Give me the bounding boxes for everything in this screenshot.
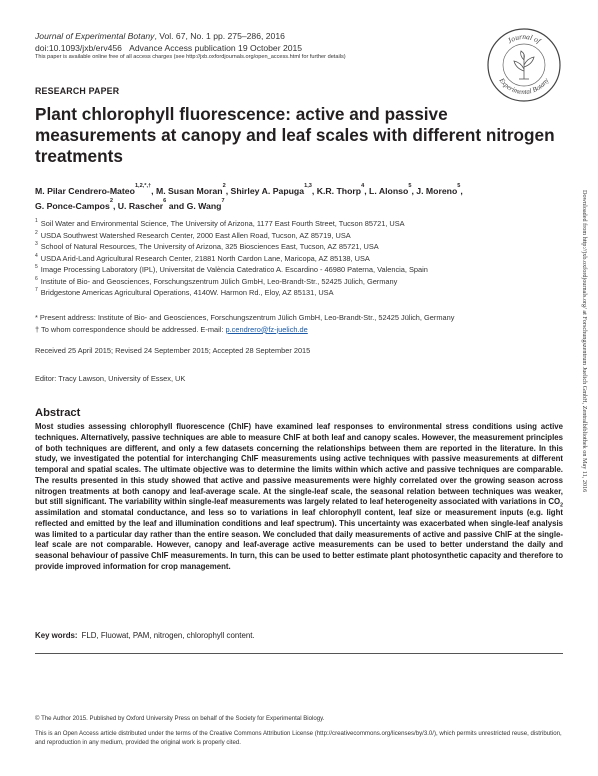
affiliation: $^5$ Image Processing Laboratory (IPL), Universitat de València Catedratico A. Escardino - 46980 Paterna, Valencia, Spain	[35, 264, 428, 274]
author[interactable]: L. Alonso$^5$	[369, 183, 412, 196]
doi[interactable]: doi:10.1093/jxb/erv456	[35, 43, 122, 53]
affiliation: $^6$ Institute of Bio- and Geosciences, Forschungszentrum Jülich GmbH, Leo-Brandt-Str., 52425 Jülich, Germany	[35, 275, 398, 286]
journal-volume-pages: , Vol. 67, No. 1 pp. 275–286, 2016	[154, 31, 285, 41]
correspondence-email-link[interactable]: p.cendrero@fz-juelich.de	[225, 324, 308, 334]
author[interactable]: Shirley A. Papuga$^{1,3}$	[230, 183, 312, 196]
affiliation: $^3$ School of Natural Resources, The University of Arizona, 325 Biosciences East, Tucson, AZ 85721, USA	[35, 241, 379, 251]
author[interactable]: J. Moreno$^5$	[416, 183, 461, 196]
author-list: M. Pilar Cendrero-Mateo$^{1,2,*,\dagger}$, M. Susan Moran$^2$, Shirley A. Papuga$^{1,3}$, K.R. Thorp$^4$, L. Alonso$^5$, J. Moreno$^5$, G. Ponce-Campos$^2$, U. Rascher$^6$ and G. Wang$^7$	[35, 183, 463, 211]
plant-icon	[514, 51, 534, 79]
keywords-label: Key words:	[35, 631, 78, 640]
article-title: Plant chlorophyll fluorescence: active and passive measurements at canopy and leaf scales with different nitrogen treatments	[35, 104, 555, 166]
seal-text-top: Journal of	[505, 31, 543, 46]
license-text: This is an Open Access article distributed under the terms of the Creative Commons Attribution License (http://creativecommons.org/licenses/by/3.0/), which permits unrestricted reuse, distribution, and reproduction in any medium, provided the original work is properly cited.	[35, 730, 562, 746]
author[interactable]: M. Susan Moran$^2$	[155, 183, 226, 196]
keywords	[35, 631, 563, 640]
author[interactable]: G. Wang$^7$	[186, 198, 225, 211]
affiliation: $^1$ Soil Water and Environmental Science, The University of Arizona, 1177 East Fourth Street, Tucson 85721, USA	[35, 218, 405, 228]
journal-seal-logo	[486, 27, 562, 103]
copyright-line: © The Author 2015. Published by Oxford University Press on behalf of the Society for Experimental Biology.	[35, 715, 325, 722]
author[interactable]: K.R. Thorp$^4$	[316, 183, 365, 196]
author[interactable]: G. Ponce-Campos$^2$	[35, 198, 113, 211]
journal-name: Journal of Experimental Botany	[35, 31, 155, 41]
affiliation: $^4$ USDA Arid-Land Agricultural Research Center, 21881 North Cardon Lane, Maricopa, AZ 85138, USA	[35, 252, 370, 263]
divider	[35, 653, 563, 654]
article-category: RESEARCH PAPER	[35, 86, 120, 96]
author-notes	[35, 312, 565, 335]
download-notice[interactable]: Downloaded from http://jxb.oxfordjournals.org/ at Forschungszentrum Juelich GmbH, Zentralbibliothek on May 11, 2016	[581, 190, 588, 493]
editor-line: Editor: Tracy Lawson, University of Essex, UK	[35, 374, 186, 383]
abstract-body: Most studies assessing chlorophyll fluorescence (ChlF) have examined leaf responses to environmental stress conditions using active techniques. Alternatively, passive techniques are able to measure ChlF at both leaf and canopy scales. However, the measurement principles of both techniques are different, and only a few datasets concerning the relationships between them are reported in the literature. In this study, we investigated the potential for interchanging ChlF measurements using active techniques with passive measurements at different temporal and spatial scales. The ultimate objective was to determine the limits within which active and passive techniques are comparable. The results presented in this study showed that active and passive measurements were highly correlated over the growing season across nitrogen treatments at both canopy and leaf-average scale. At the single-leaf scale, the seasonal relation between techniques was weaker, but still significant. The variability within single-leaf measurements was largely related to leaf heterogeneity associated with variations in $CO_2$ assimilation and stomatal conductance, and less so to variations in leaf chlorophyll content, leaf size or measurement inputs (e.g. light reflected and emitted by the leaf and illumination conditions and leaf spectrum). This uncertainty was exacerbated when single-leaf analysis was limited to a particular day rather than the entire season. We concluded that daily measurements of active and passive ChlF at the single-leaf scale are not comparable. However, canopy and leaf-average active measurements can be used to better understand the daily and seasonal behaviour of passive ChlF measurements. In turn, this can be used to better estimate plant photosynthetic capacity and therefore to provide improved information for crop management.	[35, 422, 563, 571]
author[interactable]: U. Rascher$^6$	[117, 198, 167, 211]
affiliation-list	[35, 218, 565, 299]
history-dates: Received 25 April 2015; Revised 24 September 2015; Accepted 28 September 2015	[35, 346, 311, 355]
author[interactable]: M. Pilar Cendrero-Mateo$^{1,2,*,\dagger}$	[35, 183, 152, 196]
advance-access: Advance Access publication 19 October 2015	[129, 43, 303, 53]
journal-citation-line	[35, 30, 465, 42]
affiliation: $^2$ USDA Southwest Watershed Research Center, 2000 East Allen Road, Tucson, AZ 85719, USA	[35, 229, 351, 240]
affiliation: $^7$ Bridgestone Americas Agricultural Operations, 4140W. Harmon Rd., Eloy, AZ 85131, USA	[35, 287, 334, 297]
keywords-value: FLD, Fluowat, PAM, nitrogen, chlorophyll content.	[81, 631, 255, 640]
download-sidebar	[579, 190, 589, 590]
open-access-note: This paper is available online free of all access charges (see http://jxb.oxfordjournals.org/open_access.html for further details)	[35, 54, 346, 60]
doi-line	[35, 42, 465, 54]
present-address-note: * Present address: Institute of Bio- and Geosciences, Forschungszentrum Jülich GmbH, Leo-Brandt-Str., 52425 Jülich, Germany	[35, 313, 455, 322]
journal-header	[35, 30, 465, 54]
correspondence-note: † To whom correspondence should be addressed. E-mail: p.cendrero@fz-juelich.de	[35, 324, 308, 334]
abstract-heading: Abstract	[35, 407, 81, 419]
svg-text:Journal of	[506, 32, 543, 46]
seal-text-bottom: Experimental Botany	[497, 76, 551, 97]
